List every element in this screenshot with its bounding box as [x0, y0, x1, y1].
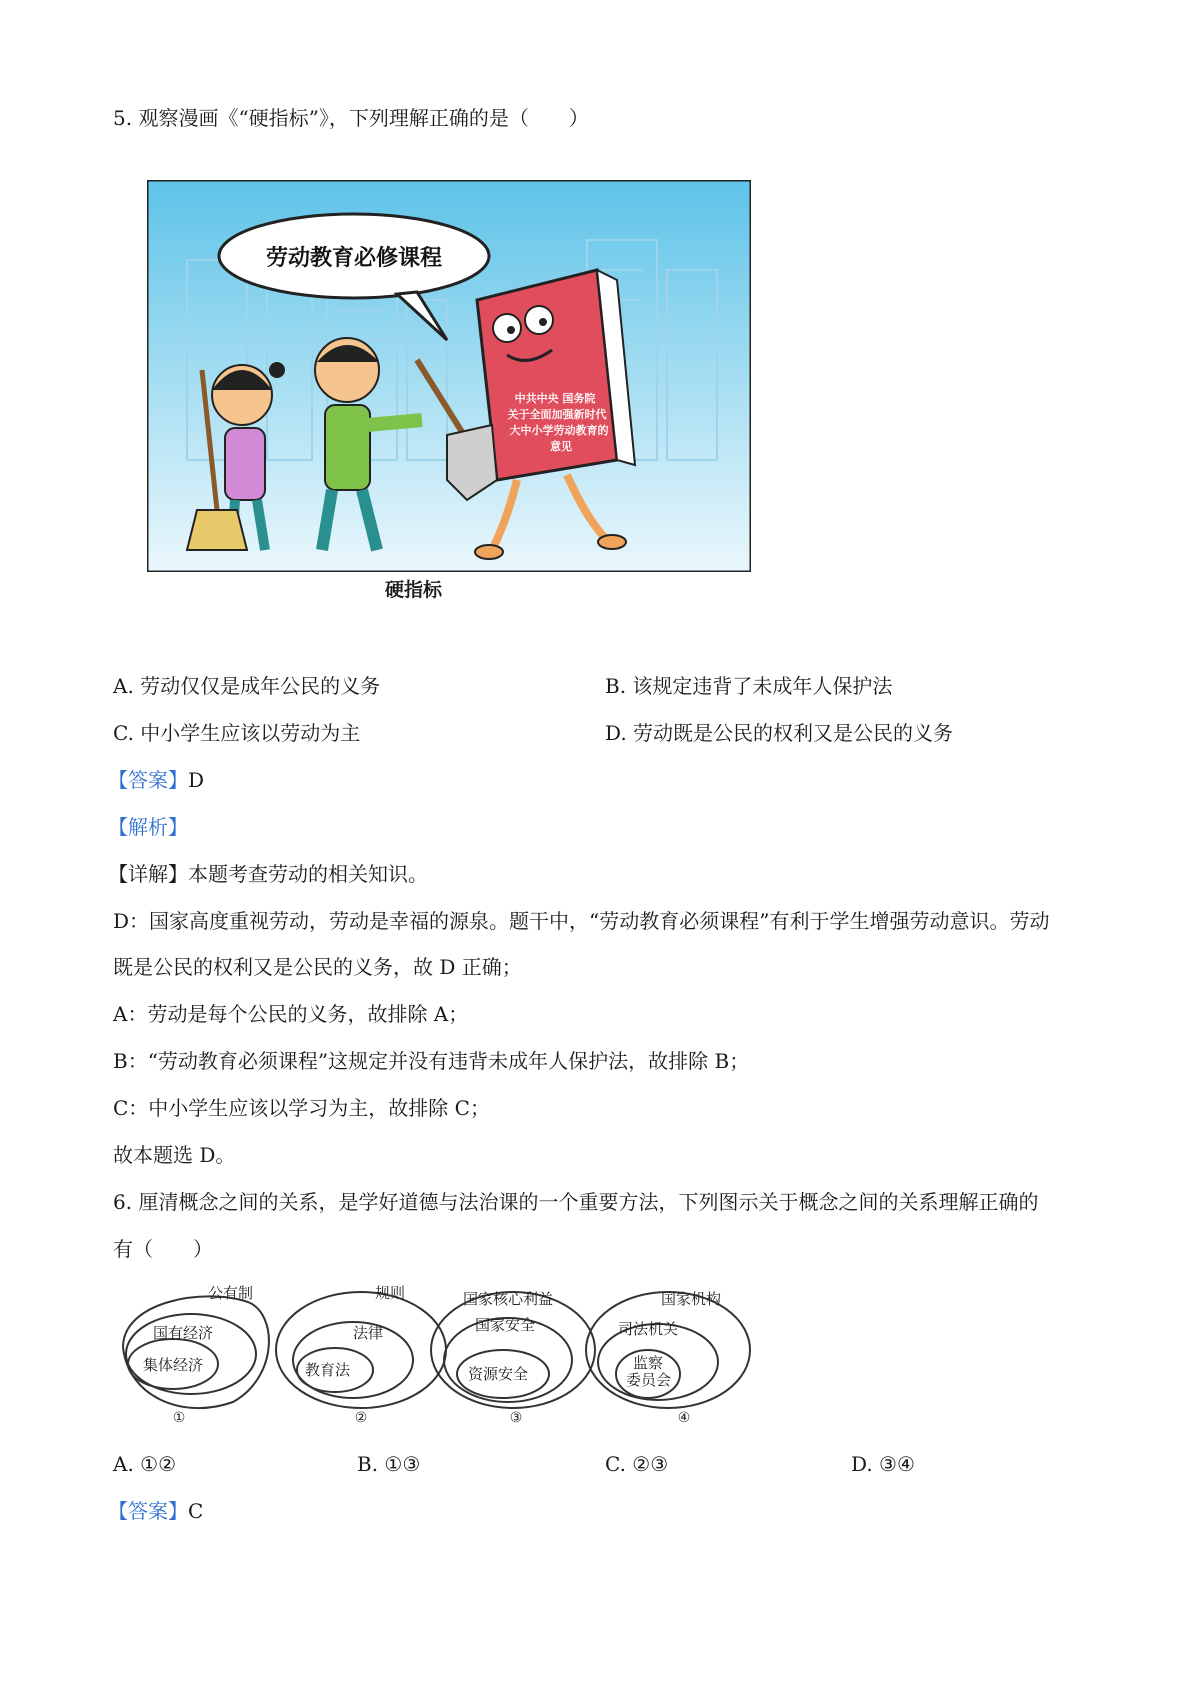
- d3-inner-label: 资源安全: [468, 1365, 529, 1383]
- q5-option-b: B. 该规定违背了未成年人保护法: [605, 674, 893, 698]
- answer-label: 【答案】: [108, 768, 188, 792]
- q5-detail-line-4: A：劳动是每个公民的义务，故排除 A；: [113, 1002, 469, 1026]
- q5-detail-line-7: 故本题选 D。: [113, 1143, 236, 1167]
- diagram-4: [586, 1292, 750, 1408]
- d2-inner-label: 教育法: [305, 1361, 351, 1379]
- q5-detail-line-5: B：“劳动教育必须课程”这规定并没有违背未成年人保护法，故排除 B；: [113, 1049, 750, 1073]
- q5-stem: 5. 观察漫画《“硬指标”》，下列理解正确的是（ ）: [113, 106, 589, 130]
- q5-answer: [108, 766, 204, 794]
- d1-outer-label: 公有制: [208, 1284, 254, 1302]
- q5-detail-line-2: D：国家高度重视劳动，劳动是幸福的源泉。题干中，“劳动教育必须课程”有利于学生增强劳动意识。劳动: [113, 909, 1050, 933]
- speech-text: 劳动教育必修课程: [265, 246, 443, 271]
- q6-stem-line-2: 有（ ）: [113, 1237, 213, 1261]
- q5-option-a: A. 劳动仅仅是成年公民的义务: [113, 674, 381, 698]
- d1-inner-label: 集体经济: [143, 1356, 204, 1374]
- answer-value: C: [188, 1499, 204, 1523]
- diagram-3: [431, 1292, 595, 1408]
- d2-outer-label: 规则: [375, 1284, 406, 1302]
- q6-option-a: A. ①②: [113, 1452, 177, 1476]
- comic-illustration: [147, 180, 751, 572]
- d4-outer-label: 国家机构: [661, 1290, 722, 1308]
- q5-detail-line-6: C：中小学生应该以学习为主，故排除 C；: [113, 1096, 490, 1120]
- q5-option-c: C. 中小学生应该以劳动为主: [113, 721, 361, 745]
- d4-number: ④: [677, 1410, 691, 1426]
- q6-stem-line-1: 6. 厘清概念之间的关系，是学好道德与法治课的一个重要方法，下列图示关于概念之间的关系理解正确的: [113, 1190, 1039, 1214]
- diagram-2: [276, 1292, 446, 1408]
- book-line-3: 大中小学劳动教育的: [509, 424, 609, 437]
- q5-analysis-label: 【解析】: [108, 815, 188, 839]
- d4-middle-label: 司法机关: [618, 1320, 679, 1338]
- q5-detail-line-1: 【详解】本题考查劳动的相关知识。: [108, 862, 428, 886]
- d2-middle-label: 法律: [353, 1324, 384, 1342]
- book-line-4: 意见: [550, 440, 572, 453]
- q6-answer: [108, 1497, 203, 1525]
- d3-number: ③: [509, 1410, 523, 1426]
- q5-detail-line-3: 既是公民的权利又是公民的义务，故 D 正确；: [113, 955, 522, 979]
- d3-middle-label: 国家安全: [475, 1316, 536, 1334]
- q6-option-c: C. ②③: [605, 1452, 669, 1476]
- d4-inner-label-2: 委员会: [626, 1371, 672, 1389]
- answer-label: 【答案】: [108, 1499, 188, 1523]
- q6-option-d: D. ③④: [851, 1452, 915, 1476]
- q6-option-b: B. ①③: [357, 1452, 421, 1476]
- diagram-1: [123, 1296, 269, 1408]
- book-line-1: 中共中央 国务院: [514, 392, 596, 405]
- book-line-2: 关于全面加强新时代: [507, 408, 607, 421]
- d1-middle-label: 国有经济: [153, 1324, 214, 1342]
- d4-inner-label-1: 监察: [633, 1354, 664, 1372]
- d3-outer-label: 国家核心利益: [463, 1290, 554, 1308]
- comic-caption: 硬指标: [385, 579, 443, 601]
- answer-value: D: [188, 768, 205, 792]
- d1-number: ①: [172, 1410, 186, 1426]
- concept-diagrams: [113, 1282, 763, 1432]
- d2-number: ②: [354, 1410, 368, 1426]
- q5-option-d: D. 劳动既是公民的权利又是公民的义务: [605, 721, 954, 745]
